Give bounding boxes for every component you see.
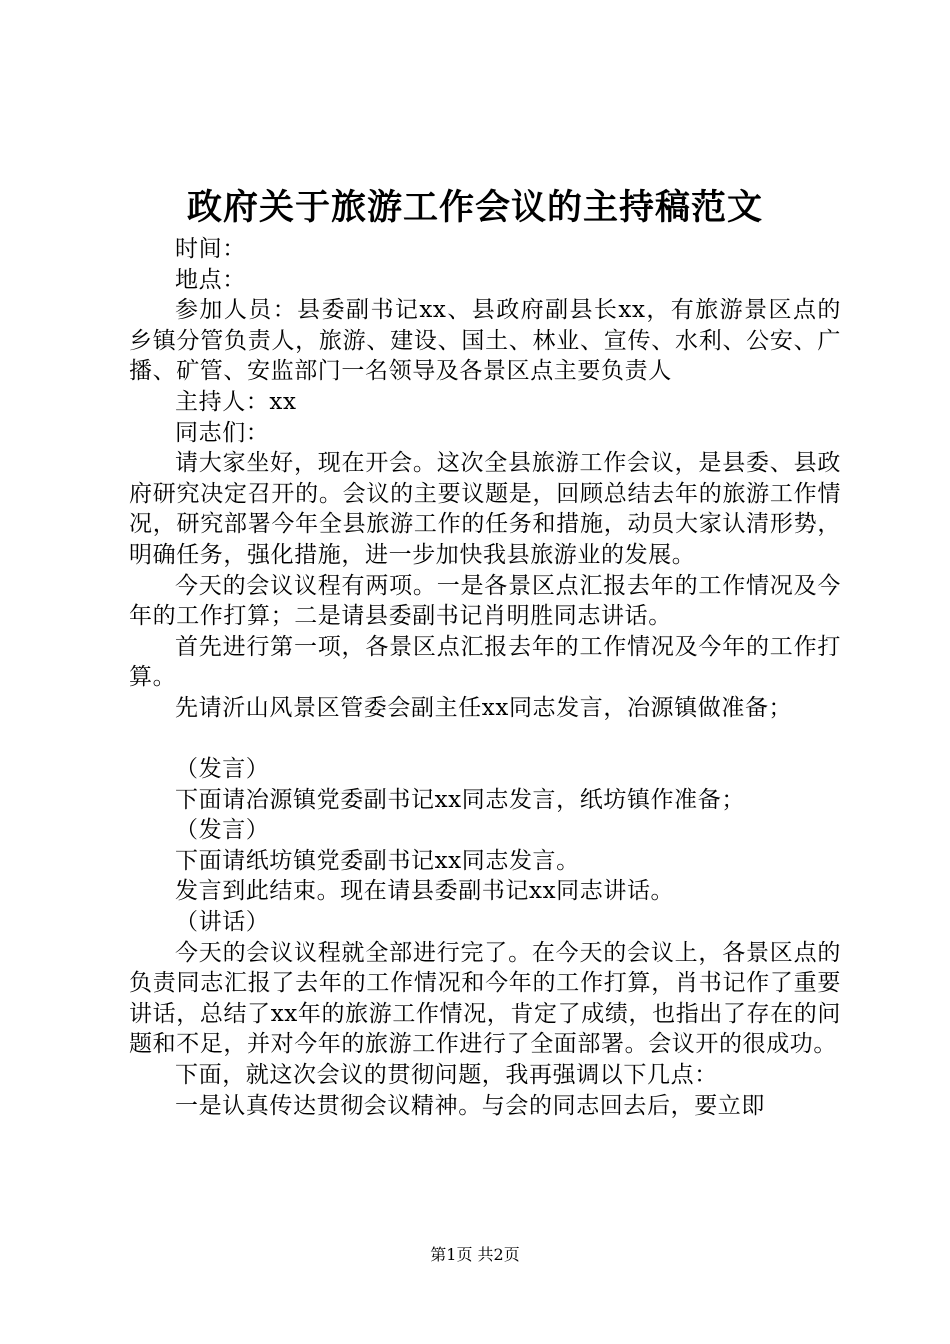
- paragraph-salutation: 同志们：: [175, 419, 270, 446]
- paragraph: 先请沂山风景区管委会副主任xx同志发言，冶源镇做准备；: [175, 694, 793, 721]
- document-body: [129, 234, 841, 1121]
- paragraph: 今天的会议议程就全部进行完了。在今天的会议上，各景区点的负责同志汇报了去年的工作情况和今年的工作打算，肖书记作了重要讲话，总结了xx年的旅游工作情况，肯定了成绩，也指出了存在的问题和不足，并对今年的旅游工作进行了全面部署。会议开的很成功。: [129, 939, 841, 1058]
- paragraph: （发言）: [175, 817, 270, 844]
- paragraph-host: 主持人：xx: [175, 388, 297, 415]
- paragraph: （发言）: [175, 756, 270, 783]
- paragraph-attendees: 参加人员：县委副书记xx、县政府副县长xx，有旅游景区点的乡镇分管负责人，旅游、建设、国土、林业、宣传、水利、公安、广播、矿管、安监部门一名领导及各景区点主要负责人: [129, 297, 841, 385]
- paragraph: 发言到此结束。现在请县委副书记xx同志讲话。: [175, 878, 675, 905]
- paragraph: 下面请冶源镇党委副书记xx同志发言，纸坊镇作准备；: [175, 786, 745, 813]
- paragraph: 首先进行第一项，各景区点汇报去年的工作情况及今年的工作打算。: [129, 633, 841, 691]
- paragraph: 一是认真传达贯彻会议精神。与会的同志回去后，要立即: [175, 1092, 765, 1119]
- paragraph: 请大家坐好，现在开会。这次全县旅游工作会议，是县委、县政府研究决定召开的。会议的主要议题是，回顾总结去年的旅游工作情况，研究部署今年全县旅游工作的任务和措施，动员大家认清形势，明确任务，强化措施，进一步加快我县旅游业的发展。: [129, 450, 841, 568]
- paragraph: 下面，就这次会议的贯彻问题，我再强调以下几点：: [175, 1062, 718, 1089]
- paragraph: 今天的会议议程有两项。一是各景区点汇报去年的工作情况及今年的工作打算；二是请县委副书记肖明胜同志讲话。: [129, 572, 841, 630]
- paragraph-time: 时间：: [175, 236, 246, 262]
- page-footer: 第1页 共2页: [430, 1245, 520, 1264]
- blank-line: [129, 724, 841, 755]
- paragraph: （讲话）: [175, 909, 270, 936]
- paragraph-location: 地点：: [175, 266, 246, 293]
- paragraph: 下面请纸坊镇党委副书记xx同志发言。: [175, 847, 580, 874]
- document-title: 政府关于旅游工作会议的主持稿范文: [186, 187, 763, 228]
